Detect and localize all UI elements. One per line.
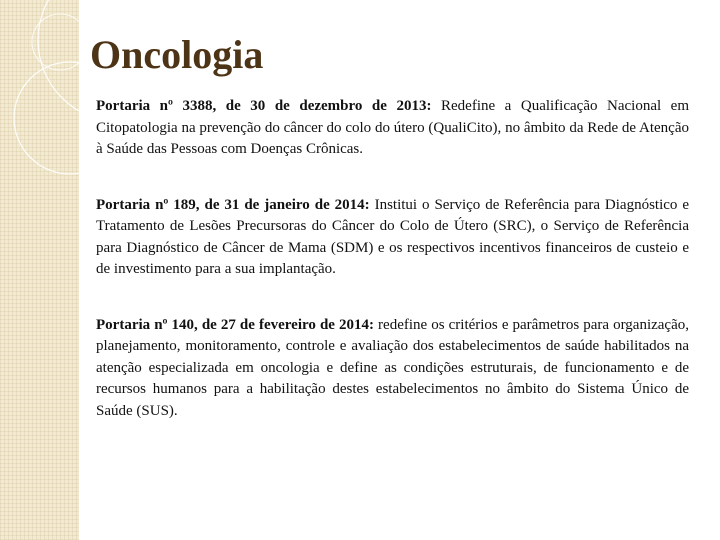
portaria-body: Institui o Serviço de Referência para Diagnóstico e Tratamento de Lesões Precursoras do Câncer do Colo de Útero (SRC), o Serviço de Referência para Diagnóstico de Câncer de Mama (SDM) e os respectivos incentivos financeiros de custeio e de investimento para a sua implantação.: [96, 196, 689, 277]
portaria-lead: Portaria nº 140, de 27 de fevereiro de 2014:: [96, 316, 374, 333]
portaria-lead: Portaria nº 189, de 31 de janeiro de 2014:: [96, 196, 370, 213]
portaria-body: redefine os critérios e parâmetros para organização, planejamento, monitoramento, controle e avaliação dos estabelecimentos de saúde habilitados na atenção especializada em oncologia e define as condições estruturais, de funcionamento e de recursos humanos para a habilitação destes estabelecimentos no âmbito do Sistema Único de Saúde (SUS).: [96, 316, 689, 419]
portaria-paragraph: [96, 96, 689, 161]
portaria-paragraph: [96, 195, 689, 281]
portaria-paragraph: [96, 315, 689, 423]
portaria-body: Redefine a Qualificação Nacional em Citopatologia na prevenção do câncer do colo do útero (QualiCito), no âmbito da Rede de Atenção à Saúde das Pessoas com Doenças Crônicas.: [96, 98, 690, 157]
slide-title: Oncologia: [90, 32, 264, 77]
portaria-lead: Portaria nº 3388, de 30 de dezembro de 2013:: [96, 98, 432, 114]
slide-content: [96, 96, 689, 422]
side-decorative-strip: [0, 0, 79, 540]
